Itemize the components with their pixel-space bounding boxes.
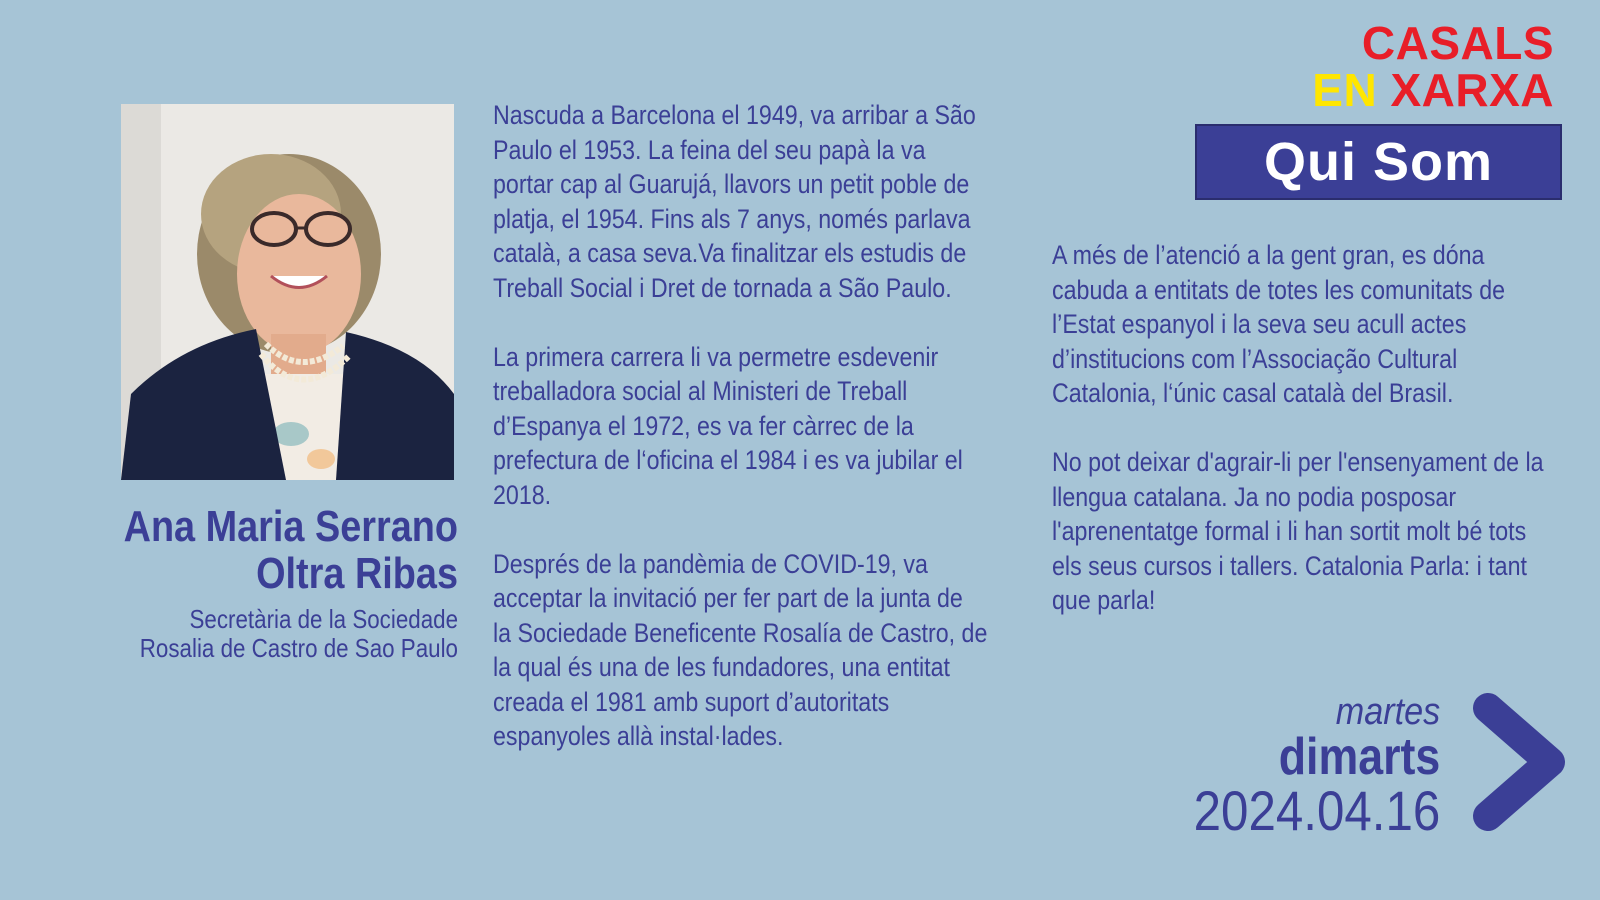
brand-word-xarxa: XARXA xyxy=(1390,64,1554,116)
text-line: Treball Social i Dret de tornada a São Paulo. xyxy=(493,272,952,303)
brand-line-en-xarxa xyxy=(1312,64,1554,116)
text-line: que parla! xyxy=(1052,585,1156,615)
bio-paragraph-1 xyxy=(493,98,987,305)
text-line: català, a casa seva.Va finalitzar els estudis de xyxy=(493,238,967,268)
bio-paragraph-2 xyxy=(493,340,987,513)
text-line: l'aprenentatge formal i li han sortit molt bé tots xyxy=(1052,516,1527,546)
brand-word-en: EN xyxy=(1312,64,1378,116)
text-line: Paulo el 1953. La feina del seu papà la va xyxy=(493,134,926,165)
text-line: espanyoles allà instal·lades. xyxy=(493,721,784,751)
weekday-catalan: dimarts xyxy=(1278,728,1440,786)
person-role xyxy=(97,605,458,663)
text-line: acceptar la invitació per fer part de la junta de xyxy=(493,583,963,613)
date-value: 2024.04.16 xyxy=(1193,779,1440,842)
text-line: la qual és una de les fundadores, una entitat xyxy=(493,652,951,682)
person-name xyxy=(97,503,458,597)
chevron-right-icon[interactable] xyxy=(1470,690,1570,835)
biography-column xyxy=(493,98,987,788)
bio-paragraph-3 xyxy=(493,547,987,754)
text-line: La primera carrera li va permetre esdevenir xyxy=(493,341,939,372)
person-role-line2: Rosalia de Castro de Sao Paulo xyxy=(139,633,458,663)
text-line: l’Estat espanyol i la seva seu acull actes xyxy=(1052,309,1467,339)
association-column xyxy=(1052,238,1544,652)
brand-logo xyxy=(1312,17,1554,116)
assoc-paragraph-2 xyxy=(1052,445,1544,618)
text-line: creada el 1981 amb suport d’autoritats xyxy=(493,686,890,717)
text-line: cabuda a entitats de totes les comunitats de xyxy=(1052,274,1506,305)
section-title-banner: Qui Som xyxy=(1195,124,1562,200)
date-block xyxy=(1160,692,1440,840)
text-line: prefectura de l‘oficina el 1984 i es va jubilar el xyxy=(493,445,963,475)
text-line: portar cap al Guarujá, llavors un petit poble de xyxy=(493,169,970,199)
person-name-line2: Oltra Ribas xyxy=(256,549,458,598)
text-line: d’Espanya el 1972, es va fer càrrec de la xyxy=(493,410,914,441)
text-line: la Sociedade Beneficente Rosalía de Castro, de xyxy=(493,617,988,648)
text-line: Catalonia, l‘únic casal català del Brasil. xyxy=(1052,378,1454,408)
text-line: 2018. xyxy=(493,479,552,510)
text-line: Nascuda a Barcelona el 1949, va arribar a São xyxy=(493,100,976,130)
text-line: els seus cursos i tallers. Catalonia Parla: i tant xyxy=(1052,550,1527,581)
text-line: llengua catalana. Ja no podia posposar xyxy=(1052,481,1457,512)
brand-line-casals: CASALS xyxy=(1361,17,1554,69)
person-role-line1: Secretària de la Sociedade xyxy=(189,604,458,634)
text-line: treballadora social al Ministeri de Treball xyxy=(493,376,908,406)
text-line: A més de l’atenció a la gent gran, es dóna xyxy=(1052,240,1485,270)
text-line: No pot deixar d'agrair-li per l'ensenyament de la xyxy=(1052,447,1544,477)
weekday-spanish: martes xyxy=(1335,691,1440,733)
text-line: Després de la pandèmia de COVID-19, va xyxy=(493,548,928,579)
person-name-line1: Ana Maria Serrano xyxy=(123,502,458,551)
assoc-paragraph-1 xyxy=(1052,238,1544,411)
text-line: d’institucions com l’Associação Cultural xyxy=(1052,343,1458,374)
portrait-photo xyxy=(121,104,454,480)
text-line: platja, el 1954. Fins als 7 anys, només parlava xyxy=(493,203,971,234)
